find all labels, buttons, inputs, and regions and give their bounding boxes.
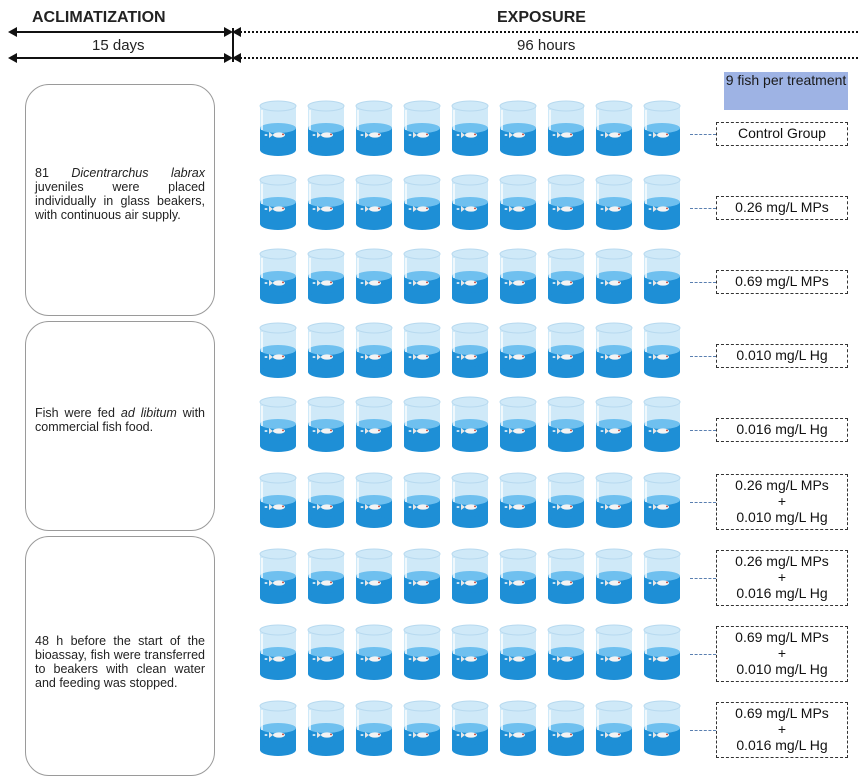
glass-beaker-with-fish-icon bbox=[306, 548, 346, 606]
glass-beaker-with-fish-icon bbox=[402, 322, 442, 380]
glass-beaker-with-fish-icon bbox=[498, 548, 538, 606]
glass-beaker-with-fish-icon bbox=[402, 248, 442, 306]
glass-beaker-with-fish-icon bbox=[546, 700, 586, 758]
glass-beaker-with-fish-icon bbox=[642, 174, 682, 232]
glass-beaker-with-fish-icon bbox=[450, 322, 490, 380]
phase-separator bbox=[232, 28, 234, 62]
treatment-label bbox=[716, 344, 848, 368]
glass-beaker-with-fish-icon bbox=[498, 700, 538, 758]
glass-beaker-with-fish-icon bbox=[450, 472, 490, 530]
beaker-row bbox=[258, 322, 698, 384]
glass-beaker-with-fish-icon bbox=[642, 248, 682, 306]
glass-beaker-with-fish-icon bbox=[402, 472, 442, 530]
connector-line bbox=[690, 578, 716, 579]
treatment-label-line: 0.69 mg/L MPs bbox=[735, 629, 829, 645]
plus-sign: + bbox=[777, 493, 787, 509]
glass-beaker-with-fish-icon bbox=[306, 396, 346, 454]
treatment-label-line: 0.016 mg/L Hg bbox=[736, 737, 828, 753]
treatment-label-line: 0.69 mg/L MPs bbox=[735, 705, 829, 721]
glass-beaker-with-fish-icon bbox=[450, 700, 490, 758]
glass-beaker-with-fish-icon bbox=[258, 548, 298, 606]
glass-beaker-with-fish-icon bbox=[546, 322, 586, 380]
exposure-duration: 96 hours bbox=[517, 37, 576, 54]
glass-beaker-with-fish-icon bbox=[546, 396, 586, 454]
glass-beaker-with-fish-icon bbox=[306, 174, 346, 232]
glass-beaker-with-fish-icon bbox=[642, 472, 682, 530]
beaker-row bbox=[258, 472, 698, 534]
plus-sign: + bbox=[777, 645, 787, 661]
treatment-label-line: Control Group bbox=[738, 125, 826, 141]
glass-beaker-with-fish-icon bbox=[354, 472, 394, 530]
fish-per-treatment-badge: 9 fish per treatment bbox=[724, 72, 848, 110]
glass-beaker-with-fish-icon bbox=[594, 248, 634, 306]
glass-beaker-with-fish-icon bbox=[354, 322, 394, 380]
glass-beaker-with-fish-icon bbox=[546, 248, 586, 306]
glass-beaker-with-fish-icon bbox=[258, 700, 298, 758]
treatment-label-line: 0.26 mg/L MPs bbox=[735, 477, 829, 493]
glass-beaker-with-fish-icon bbox=[354, 548, 394, 606]
glass-beaker-with-fish-icon bbox=[546, 624, 586, 682]
treatment-label-line: 0.010 mg/L Hg bbox=[736, 661, 828, 677]
glass-beaker-with-fish-icon bbox=[594, 100, 634, 158]
glass-beaker-with-fish-icon bbox=[546, 100, 586, 158]
glass-beaker-with-fish-icon bbox=[642, 100, 682, 158]
glass-beaker-with-fish-icon bbox=[642, 700, 682, 758]
beaker-row bbox=[258, 548, 698, 610]
glass-beaker-with-fish-icon bbox=[498, 396, 538, 454]
glass-beaker-with-fish-icon bbox=[594, 472, 634, 530]
glass-beaker-with-fish-icon bbox=[594, 624, 634, 682]
glass-beaker-with-fish-icon bbox=[642, 624, 682, 682]
acclimatization-header: ACLIMATIZATION bbox=[32, 9, 166, 26]
glass-beaker-with-fish-icon bbox=[258, 322, 298, 380]
treatment-label-line: 0.016 mg/L Hg bbox=[736, 585, 828, 601]
treatment-label-line: 0.016 mg/L Hg bbox=[736, 421, 828, 437]
glass-beaker-with-fish-icon bbox=[354, 174, 394, 232]
plus-sign: + bbox=[777, 569, 787, 585]
glass-beaker-with-fish-icon bbox=[306, 700, 346, 758]
glass-beaker-with-fish-icon bbox=[546, 548, 586, 606]
glass-beaker-with-fish-icon bbox=[258, 396, 298, 454]
treatment-label bbox=[716, 550, 848, 606]
plus-sign: + bbox=[777, 721, 787, 737]
glass-beaker-with-fish-icon bbox=[450, 248, 490, 306]
connector-line bbox=[690, 430, 716, 431]
connector-line bbox=[690, 356, 716, 357]
glass-beaker-with-fish-icon bbox=[354, 248, 394, 306]
treatment-label bbox=[716, 626, 848, 682]
connector-line bbox=[690, 134, 716, 135]
glass-beaker-with-fish-icon bbox=[498, 248, 538, 306]
treatment-label bbox=[716, 122, 848, 146]
treatment-label bbox=[716, 474, 848, 530]
glass-beaker-with-fish-icon bbox=[498, 174, 538, 232]
glass-beaker-with-fish-icon bbox=[450, 624, 490, 682]
glass-beaker-with-fish-icon bbox=[258, 100, 298, 158]
glass-beaker-with-fish-icon bbox=[450, 548, 490, 606]
glass-beaker-with-fish-icon bbox=[594, 396, 634, 454]
glass-beaker-with-fish-icon bbox=[354, 100, 394, 158]
glass-beaker-with-fish-icon bbox=[258, 472, 298, 530]
glass-beaker-with-fish-icon bbox=[402, 396, 442, 454]
description-text-3: 48 h before the start of the bioassay, fish were transferred to beakers with clean water and feeding was stopped. bbox=[35, 634, 205, 690]
acclimatization-duration: 15 days bbox=[92, 37, 145, 54]
connector-line bbox=[690, 282, 716, 283]
treatment-label-line: 0.010 mg/L Hg bbox=[736, 509, 828, 525]
glass-beaker-with-fish-icon bbox=[546, 472, 586, 530]
glass-beaker-with-fish-icon bbox=[258, 624, 298, 682]
glass-beaker-with-fish-icon bbox=[450, 174, 490, 232]
glass-beaker-with-fish-icon bbox=[498, 100, 538, 158]
glass-beaker-with-fish-icon bbox=[354, 624, 394, 682]
glass-beaker-with-fish-icon bbox=[258, 174, 298, 232]
glass-beaker-with-fish-icon bbox=[354, 700, 394, 758]
glass-beaker-with-fish-icon bbox=[402, 624, 442, 682]
beaker-row bbox=[258, 700, 698, 762]
glass-beaker-with-fish-icon bbox=[306, 248, 346, 306]
treatment-label bbox=[716, 418, 848, 442]
glass-beaker-with-fish-icon bbox=[306, 624, 346, 682]
beaker-row bbox=[258, 396, 698, 458]
glass-beaker-with-fish-icon bbox=[450, 396, 490, 454]
glass-beaker-with-fish-icon bbox=[594, 322, 634, 380]
glass-beaker-with-fish-icon bbox=[402, 100, 442, 158]
glass-beaker-with-fish-icon bbox=[402, 174, 442, 232]
glass-beaker-with-fish-icon bbox=[258, 248, 298, 306]
glass-beaker-with-fish-icon bbox=[402, 548, 442, 606]
exposure-line-bottom bbox=[240, 57, 858, 59]
description-text-1: 81 Dicentrarchus labrax juveniles were placed individually in glass beakers, with continuous air supply. bbox=[35, 166, 205, 222]
glass-beaker-with-fish-icon bbox=[642, 548, 682, 606]
description-text-2: Fish were fed ad libitum with commercial fish food. bbox=[35, 406, 206, 434]
acclimatization-line-bottom bbox=[14, 57, 226, 59]
treatment-label bbox=[716, 702, 848, 758]
glass-beaker-with-fish-icon bbox=[642, 322, 682, 380]
beaker-row bbox=[258, 100, 698, 162]
beaker-row bbox=[258, 174, 698, 236]
acclimatization-line-top bbox=[14, 31, 226, 33]
glass-beaker-with-fish-icon bbox=[306, 322, 346, 380]
beaker-row bbox=[258, 624, 698, 686]
connector-line bbox=[690, 208, 716, 209]
treatment-label bbox=[716, 196, 848, 220]
glass-beaker-with-fish-icon bbox=[402, 700, 442, 758]
glass-beaker-with-fish-icon bbox=[594, 548, 634, 606]
glass-beaker-with-fish-icon bbox=[594, 174, 634, 232]
glass-beaker-with-fish-icon bbox=[354, 396, 394, 454]
glass-beaker-with-fish-icon bbox=[450, 100, 490, 158]
glass-beaker-with-fish-icon bbox=[498, 472, 538, 530]
connector-line bbox=[690, 502, 716, 503]
exposure-header: EXPOSURE bbox=[497, 9, 586, 26]
treatment-label-line: 0.26 mg/L MPs bbox=[735, 199, 829, 215]
connector-line bbox=[690, 730, 716, 731]
glass-beaker-with-fish-icon bbox=[498, 322, 538, 380]
connector-line bbox=[690, 654, 716, 655]
exposure-line-top bbox=[240, 31, 858, 33]
beaker-row bbox=[258, 248, 698, 310]
treatment-label-line: 0.010 mg/L Hg bbox=[736, 347, 828, 363]
treatment-label-line: 0.69 mg/L MPs bbox=[735, 273, 829, 289]
treatment-label-line: 0.26 mg/L MPs bbox=[735, 553, 829, 569]
glass-beaker-with-fish-icon bbox=[546, 174, 586, 232]
glass-beaker-with-fish-icon bbox=[498, 624, 538, 682]
glass-beaker-with-fish-icon bbox=[594, 700, 634, 758]
glass-beaker-with-fish-icon bbox=[642, 396, 682, 454]
treatment-label bbox=[716, 270, 848, 294]
glass-beaker-with-fish-icon bbox=[306, 472, 346, 530]
glass-beaker-with-fish-icon bbox=[306, 100, 346, 158]
